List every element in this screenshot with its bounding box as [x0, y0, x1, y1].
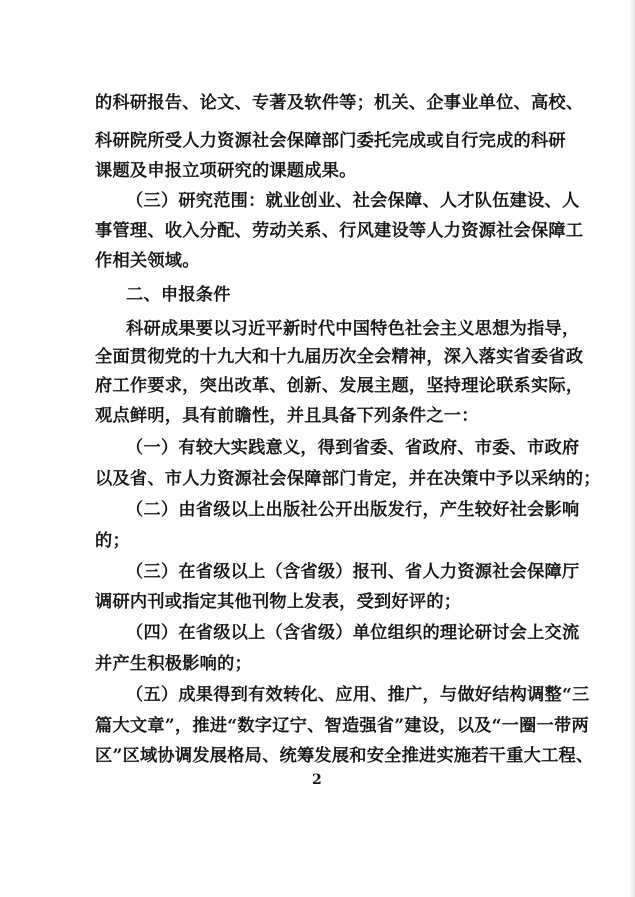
paragraph-line-6: 作相关领域。	[95, 251, 200, 271]
condition-line-11: 区”区域协调发展格局、统筹发展和安全推进实施若干重大工程、	[95, 746, 594, 766]
scan-edge-shadow	[629, 0, 635, 897]
condition-line-1: （一）有较大实践意义，得到省委、省政府、市委、市政府	[126, 438, 580, 458]
condition-line-2: 以及省、市人力资源社会保障部门肯定，并在决策中予以采纳的；	[95, 469, 601, 489]
paragraph-line-11: 观点鲜明，具有前瞻性，并且具备下列条件之一：	[95, 406, 479, 426]
condition-line-5: （三）在省级以上（含省级）报刊、省人力资源社会保障厅	[126, 562, 580, 582]
condition-line-6: 调研内刊或指定其他刊物上发表，受到好评的；	[95, 592, 462, 612]
condition-line-9: （五）成果得到有效转化、应用、推广，与做好结构调整“三	[126, 685, 590, 705]
paragraph-line-10: 府工作要求，突出改革、创新、发展主题，坚持理论联系实际，	[95, 376, 584, 396]
paragraph-line-5: 事管理、收入分配、劳动关系、行风建设等人力资源社会保障工	[95, 221, 584, 241]
page-number: 2	[312, 772, 322, 788]
condition-line-7: （四）在省级以上（含省级）单位组织的理论研讨会上交流	[126, 623, 580, 643]
condition-line-10: 篇大文章”，推进“数字辽宁、智造强省”建设，以及“一圈一带两	[95, 716, 589, 736]
section-heading: 二、申报条件	[126, 285, 231, 305]
paragraph-line-3: 课题及申报立项研究的课题成果。	[95, 161, 357, 181]
paragraph-line-9: 全面贯彻党的十九大和十九届历次全会精神，深入落实省委省政	[95, 347, 584, 367]
condition-line-4: 的；	[95, 531, 130, 551]
condition-line-3: （二）由省级以上出版社公开出版发行，产生较好社会影响	[126, 500, 580, 520]
paragraph-line-8: 科研成果要以习近平新时代中国特色社会主义思想为指导，	[126, 319, 580, 339]
paragraph-line-4: （三）研究范围：就业创业、社会保障、人才队伍建设、人	[126, 191, 580, 211]
paragraph-line-1: 的科研报告、论文、专著及软件等；机关、企事业单位、高校、	[95, 93, 584, 113]
condition-line-8: 并产生积极影响的；	[95, 654, 252, 674]
paragraph-line-2: 科研院所受人力资源社会保障部门委托完成或自行完成的科研	[95, 131, 566, 151]
